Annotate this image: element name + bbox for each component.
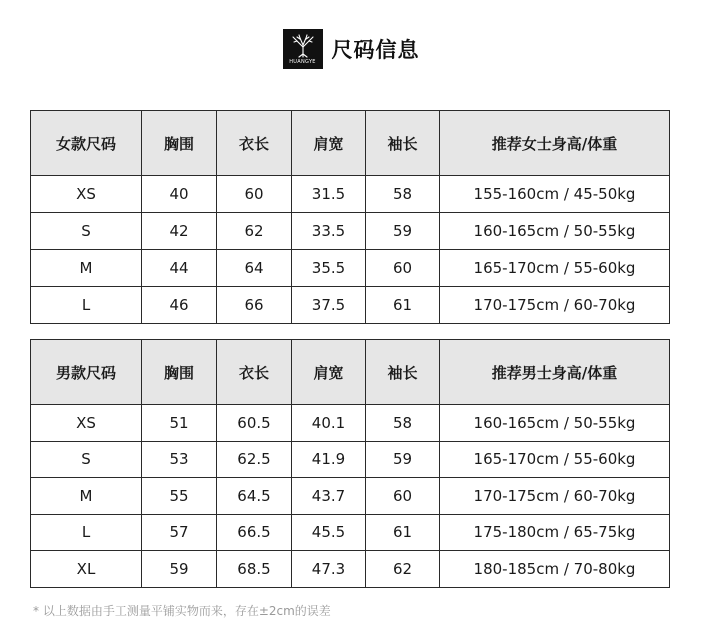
- table-row: [31, 551, 670, 588]
- table-cell: 55: [142, 478, 217, 515]
- table-cell: 58: [366, 176, 440, 213]
- header-cell: 推荐女士身高/体重: [440, 111, 670, 176]
- table-cell: 62.5: [217, 441, 292, 478]
- table-cell: 180-185cm / 70-80kg: [440, 551, 670, 588]
- table-cell: 46: [142, 287, 217, 324]
- table-cell: M: [31, 250, 142, 287]
- table-cell: 64.5: [217, 478, 292, 515]
- header-cell: 女款尺码: [31, 111, 142, 176]
- table-cell: 62: [366, 551, 440, 588]
- header-cell: 肩宽: [292, 340, 366, 405]
- table-row: [31, 514, 670, 551]
- page-header: [0, 28, 702, 70]
- header-cell: 衣长: [217, 111, 292, 176]
- header-cell: 肩宽: [292, 111, 366, 176]
- tree-icon: [288, 34, 318, 58]
- table-cell: 44: [142, 250, 217, 287]
- table-row: [31, 250, 670, 287]
- measurement-note: * 以上数据由手工测量平铺实物而来，存在±2cm的误差: [33, 604, 331, 618]
- table-cell: 170-175cm / 60-70kg: [440, 287, 670, 324]
- header-cell: 衣长: [217, 340, 292, 405]
- table-cell: 60: [366, 478, 440, 515]
- table-cell: 51: [142, 405, 217, 442]
- table-cell: XS: [31, 176, 142, 213]
- table-header-row: [31, 340, 670, 405]
- table-cell: 170-175cm / 60-70kg: [440, 478, 670, 515]
- table-cell: 33.5: [292, 213, 366, 250]
- table-row: [31, 176, 670, 213]
- men-size-table: [30, 339, 670, 588]
- table-row: [31, 287, 670, 324]
- table-cell: S: [31, 441, 142, 478]
- brand-logo-text: HUANGYE: [289, 58, 316, 65]
- table-cell: 68.5: [217, 551, 292, 588]
- brand-logo: [283, 29, 323, 69]
- header-cell: 推荐男士身高/体重: [440, 340, 670, 405]
- header-cell: 袖长: [366, 340, 440, 405]
- header-cell: 胸围: [142, 340, 217, 405]
- table-cell: 165-170cm / 55-60kg: [440, 250, 670, 287]
- table-cell: 37.5: [292, 287, 366, 324]
- table-cell: 45.5: [292, 514, 366, 551]
- table-cell: 160-165cm / 50-55kg: [440, 213, 670, 250]
- header-cell: 袖长: [366, 111, 440, 176]
- table-cell: 53: [142, 441, 217, 478]
- table-cell: 57: [142, 514, 217, 551]
- table-cell: 60.5: [217, 405, 292, 442]
- table-row: [31, 213, 670, 250]
- table-cell: XS: [31, 405, 142, 442]
- table-cell: 165-170cm / 55-60kg: [440, 441, 670, 478]
- table-row: [31, 441, 670, 478]
- table-row: [31, 478, 670, 515]
- table-cell: 40: [142, 176, 217, 213]
- table-cell: 58: [366, 405, 440, 442]
- table-cell: 61: [366, 287, 440, 324]
- women-size-table: [30, 110, 670, 324]
- page-title: 尺码信息: [331, 38, 420, 62]
- table-cell: 59: [366, 213, 440, 250]
- table-cell: L: [31, 514, 142, 551]
- table-cell: 66: [217, 287, 292, 324]
- table-cell: 31.5: [292, 176, 366, 213]
- table-cell: 43.7: [292, 478, 366, 515]
- table-cell: 175-180cm / 65-75kg: [440, 514, 670, 551]
- header-cell: 胸围: [142, 111, 217, 176]
- table-row: [31, 405, 670, 442]
- table-cell: 42: [142, 213, 217, 250]
- table-cell: 35.5: [292, 250, 366, 287]
- table-header-row: [31, 111, 670, 176]
- table-cell: 160-165cm / 50-55kg: [440, 405, 670, 442]
- table-cell: 155-160cm / 45-50kg: [440, 176, 670, 213]
- table-cell: M: [31, 478, 142, 515]
- table-cell: 60: [366, 250, 440, 287]
- table-cell: XL: [31, 551, 142, 588]
- table-cell: 41.9: [292, 441, 366, 478]
- table-cell: S: [31, 213, 142, 250]
- table-cell: 47.3: [292, 551, 366, 588]
- table-cell: 66.5: [217, 514, 292, 551]
- table-cell: 59: [366, 441, 440, 478]
- table-cell: 61: [366, 514, 440, 551]
- table-cell: 40.1: [292, 405, 366, 442]
- table-cell: 64: [217, 250, 292, 287]
- table-cell: 60: [217, 176, 292, 213]
- table-cell: 59: [142, 551, 217, 588]
- header-cell: 男款尺码: [31, 340, 142, 405]
- table-cell: 62: [217, 213, 292, 250]
- table-cell: L: [31, 287, 142, 324]
